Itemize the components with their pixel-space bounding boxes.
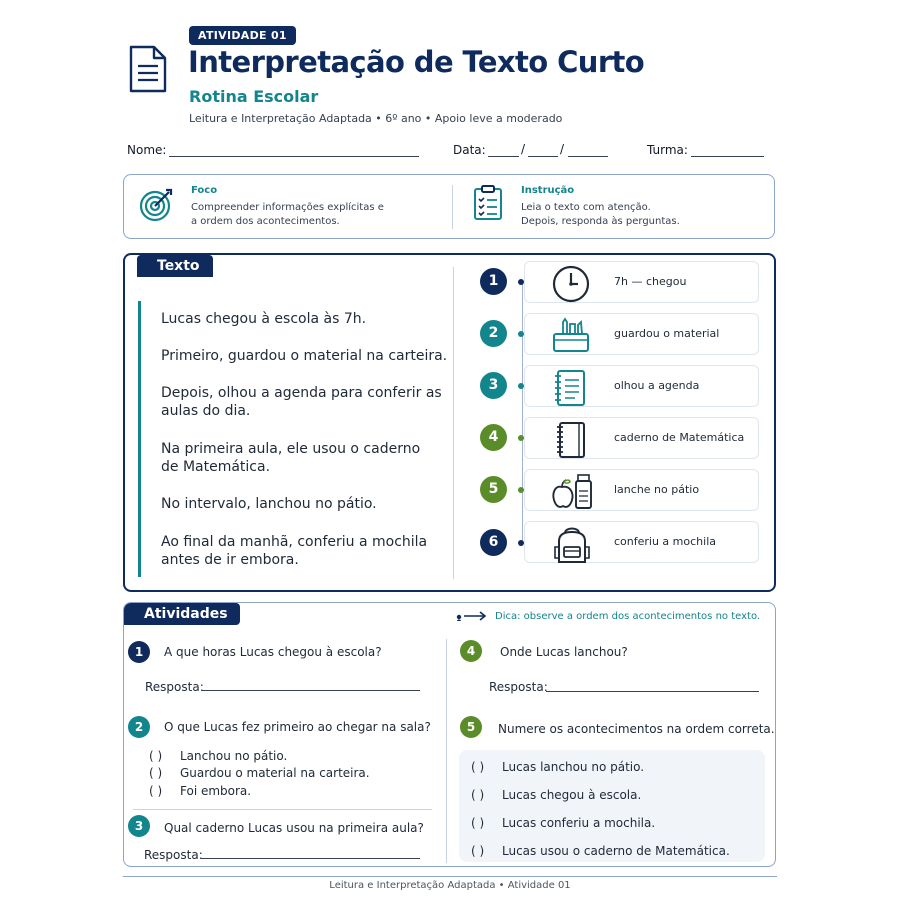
question-text: Qual caderno Lucas usou na primeira aula? <box>164 821 424 835</box>
activities-divider <box>446 639 447 863</box>
step-card <box>524 417 759 459</box>
step-label: olhou a agenda <box>614 379 700 392</box>
answer-label: Resposta: <box>489 680 548 694</box>
lunch-icon <box>551 473 597 511</box>
instruction-text-line: Depois, responda às perguntas. <box>521 216 680 227</box>
number-box[interactable]: ( ) <box>471 816 485 830</box>
step-number: 2 <box>480 320 507 347</box>
step-card <box>524 313 759 355</box>
option-item[interactable]: ( ) Lucas lanchou no pátio. <box>471 760 645 774</box>
activities-tab: Atividades <box>124 603 240 625</box>
answer-field[interactable] <box>202 690 420 691</box>
step-card <box>524 261 759 303</box>
question-text: Numere os acontecimentos na ordem correta. <box>498 722 775 736</box>
question-text: O que Lucas fez primeiro ao chegar na sala? <box>164 720 431 734</box>
activity-badge: ATIVIDADE 01 <box>189 26 296 45</box>
question-number: 3 <box>128 815 150 837</box>
target-icon <box>138 187 174 223</box>
focus-instruction-box <box>123 174 775 239</box>
question-number: 1 <box>128 641 150 663</box>
student-fields <box>127 143 772 161</box>
number-box[interactable]: ( ) <box>471 788 485 802</box>
text-paragraph: Depois, olhou a agenda para conferir as aulas do dia. <box>161 385 442 419</box>
date-label: Data: <box>453 143 486 157</box>
focus-heading: Foco <box>191 185 218 196</box>
number-box[interactable]: ( ) <box>471 760 485 774</box>
document-icon <box>128 44 168 94</box>
focus-text-line: Compreender informações explícitas e <box>191 202 384 213</box>
step-card <box>524 469 759 511</box>
section-divider <box>453 267 454 579</box>
step-number: 1 <box>480 268 507 295</box>
step-label: conferiu a mochila <box>614 535 716 548</box>
text-paragraph: Primeiro, guardou o material na carteira. <box>161 348 448 364</box>
instruction-heading: Instrução <box>521 185 575 196</box>
text-tab: Texto <box>137 255 213 277</box>
name-label: Nome: <box>127 143 167 157</box>
page-meta: Leitura e Interpretação Adaptada • 6º ano • Apoio leve a moderado <box>189 112 563 125</box>
notebook-icon <box>551 421 593 459</box>
answer-label: Resposta: <box>144 848 203 862</box>
step-number: 5 <box>480 476 507 503</box>
checkbox[interactable]: ( ) <box>149 749 163 763</box>
option-item[interactable]: ( ) Lucas conferiu a mochila. <box>471 816 656 830</box>
clipboard-icon <box>472 184 504 222</box>
question-text: Onde Lucas lanchou? <box>500 645 628 659</box>
page-footer: Leitura e Interpretação Adaptada • Atividade 01 <box>329 880 571 891</box>
page-subtitle: Rotina Escolar <box>189 87 319 106</box>
question-number: 4 <box>460 640 482 662</box>
text-accent-bar <box>138 301 141 577</box>
answer-label: Resposta: <box>145 680 204 694</box>
question-text: A que horas Lucas chegou à escola? <box>164 645 382 659</box>
pencil-case-icon <box>551 317 593 355</box>
text-paragraph: Na primeira aula, ele usou o caderno de Matemática. <box>161 441 421 475</box>
step-number: 6 <box>480 529 507 556</box>
step-label: lanche no pátio <box>614 483 700 496</box>
option-item[interactable]: ( ) Lanchou no pátio. <box>149 749 288 763</box>
step-card <box>524 521 759 563</box>
text-section <box>123 253 776 592</box>
clock-icon <box>551 265 593 303</box>
question-number: 2 <box>128 716 150 738</box>
footer-divider <box>123 876 777 877</box>
order-options-box <box>459 750 765 862</box>
date-separator: / <box>521 142 526 156</box>
date-separator: / <box>560 142 565 156</box>
focus-text-line: a ordem dos acontecimentos. <box>191 216 340 227</box>
date-day-field[interactable] <box>488 156 519 157</box>
text-paragraph: No intervalo, lanchou no pátio. <box>161 496 377 512</box>
text-paragraph: Lucas chegou à escola às 7h. <box>161 311 367 327</box>
step-number: 3 <box>480 372 507 399</box>
option-item[interactable]: ( ) Guardou o material na carteira. <box>149 766 370 780</box>
date-year-field[interactable] <box>568 156 608 157</box>
name-field[interactable] <box>169 156 419 157</box>
number-box[interactable]: ( ) <box>471 844 485 858</box>
step-label: caderno de Matemática <box>614 431 745 444</box>
agenda-icon <box>551 369 593 407</box>
question-number: 5 <box>460 716 482 738</box>
checkbox[interactable]: ( ) <box>149 766 163 780</box>
step-label: 7h — chegou <box>614 275 687 288</box>
checkbox[interactable]: ( ) <box>149 784 163 798</box>
step-card <box>524 365 759 407</box>
activities-section <box>123 602 776 867</box>
tip-text: Dica: observe a ordem dos acontecimentos no texto. <box>495 611 761 622</box>
answer-field[interactable] <box>201 858 420 859</box>
answer-field[interactable] <box>546 691 759 692</box>
class-field[interactable] <box>691 156 764 157</box>
option-item[interactable]: ( ) Lucas usou o caderno de Matemática. <box>471 844 730 858</box>
arrow-right-icon <box>456 610 488 622</box>
info-divider <box>452 185 453 229</box>
step-label: guardou o material <box>614 327 720 340</box>
backpack-icon <box>551 525 593 565</box>
option-item[interactable]: ( ) Lucas chegou à escola. <box>471 788 642 802</box>
step-number: 4 <box>480 424 507 451</box>
option-item[interactable]: ( ) Foi embora. <box>149 784 252 798</box>
class-label: Turma: <box>647 143 688 157</box>
question-divider <box>133 809 432 810</box>
instruction-text-line: Leia o texto com atenção. <box>521 202 651 213</box>
date-month-field[interactable] <box>528 156 558 157</box>
timeline-line <box>522 282 523 544</box>
text-paragraph: Ao final da manhã, conferiu a mochila antes de ir embora. <box>161 534 428 568</box>
page-title: Interpretação de Texto Curto <box>188 45 645 79</box>
